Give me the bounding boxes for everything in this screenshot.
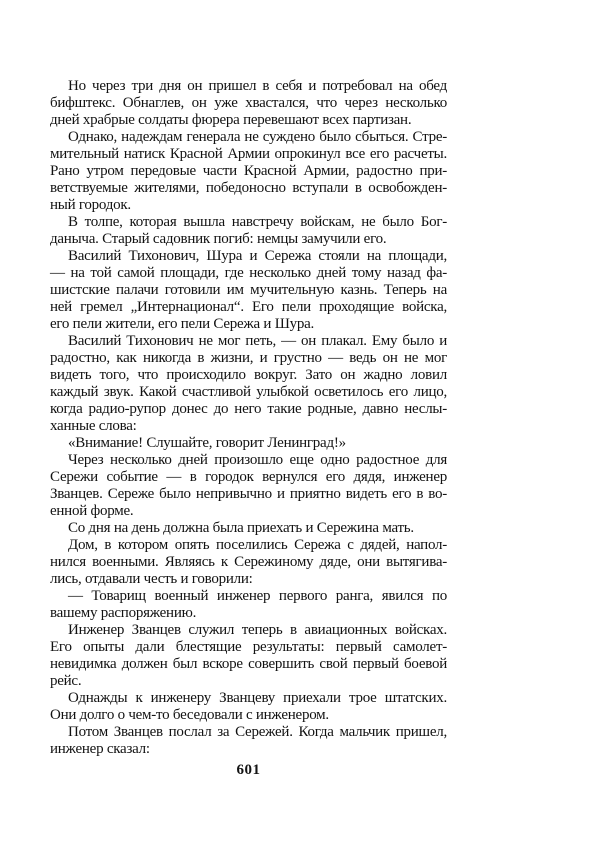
text-line: ный городок. [50, 197, 131, 213]
paragraph [50, 690, 447, 724]
page-number: 601 [236, 762, 261, 778]
text-line: Потом Званцев послал за Сережей. Когда мальчик пришел, [68, 724, 447, 740]
paragraph [50, 724, 447, 758]
paragraph [50, 537, 447, 588]
text-line: бифштекс. Обнаглев, он уже хвастался, что через несколько [50, 95, 447, 111]
text-line: когда радио-рупор донес до него такие родные, давно неслы- [50, 401, 447, 417]
text-line: Однако, надеждам генерала не суждено было сбыться. Стре- [68, 129, 447, 145]
text-line: Через несколько дней произошло еще одно радостное для [68, 452, 447, 468]
text-line: Со дня на день должна была приехать и Сережина мать. [68, 520, 414, 536]
text-line: Но через три дня он пришел в себя и потребовал на обед [68, 78, 447, 94]
text-line: Они долго о чем-то беседовали с инженером. [50, 707, 329, 723]
paragraph [50, 452, 447, 520]
text-block [50, 78, 447, 758]
paragraph [50, 520, 447, 537]
text-line: вашему распоряжению. [50, 605, 197, 621]
paragraph [50, 129, 447, 214]
text-line: дней храбрые солдаты фюрера перевешают всех партизан. [50, 112, 412, 128]
text-line: Рано утром передовые части Красной Армии, радостно при- [50, 163, 447, 179]
text-line: Его опыты дали блестящие результаты: первый самолет- [50, 639, 447, 655]
text-line: енной форме. [50, 503, 134, 519]
paragraph [50, 588, 447, 622]
text-line: шистские палачи готовили им мучительную казнь. Теперь на [50, 282, 447, 298]
text-line: — Товарищ военный инженер первого ранга, явился по [68, 588, 447, 604]
text-line: Сережи событие — в городок вернулся его дядя, инженер [50, 469, 447, 485]
text-line: «Внимание! Слушайте, говорит Ленинград!» [68, 435, 346, 451]
text-line: каждый звук. Какой счастливой улыбкой осветилось его лицо, [50, 384, 447, 400]
text-line: ханные слова: [50, 418, 137, 434]
paragraph [50, 214, 447, 248]
paragraph [50, 435, 447, 452]
text-line: Василий Тихонович, Шура и Сережа стояли на площади, [68, 248, 447, 264]
text-line: инженер сказал: [50, 741, 150, 757]
text-line: невидимка должен был вскоре совершить свой первый боевой [50, 656, 447, 672]
paragraph [50, 622, 447, 690]
text-line: рейс. [50, 673, 82, 689]
text-line: Однажды к инженеру Званцеву приехали трое штатских. [68, 690, 447, 706]
text-line: В толпе, которая вышла навстречу войскам, не было Бог- [68, 214, 447, 230]
text-line: даныча. Старый садовник погиб: немцы замучили его. [50, 231, 387, 247]
text-line: его пели жители, его пели Сережа и Шура. [50, 316, 314, 332]
paragraph [50, 333, 447, 435]
text-line: — на той самой площади, где несколько дней тому назад фа- [50, 265, 447, 281]
text-line: нился военными. Являясь к Сережиному дяде, они вытягива- [50, 554, 447, 570]
paragraph [50, 78, 447, 129]
paragraph [50, 248, 447, 333]
text-line: Инженер Званцев служил теперь в авиационных войсках. [68, 622, 447, 638]
text-line: лись, отдавали честь и говорили: [50, 571, 253, 587]
text-line: мительный натиск Красной Армии опрокинул все его расчеты. [50, 146, 447, 162]
text-line: Василий Тихонович не мог петь, — он плакал. Ему было и [68, 333, 447, 349]
text-line: ветствуемые жителями, победоносно вступали в освобожден- [50, 180, 447, 196]
text-line: ней гремел „Интернационал“. Его пели проходящие войска, [50, 299, 447, 315]
text-line: Званцев. Сереже было непривычно и приятно видеть его в во- [50, 486, 447, 502]
text-line: радостно, как никогда в жизни, и грустно — ведь он не мог [50, 350, 447, 366]
text-line: Дом, в котором опять поселились Сережа с дядей, напол- [68, 537, 447, 553]
text-line: видеть того, что происходило вокруг. Зато он жадно ловил [50, 367, 447, 383]
